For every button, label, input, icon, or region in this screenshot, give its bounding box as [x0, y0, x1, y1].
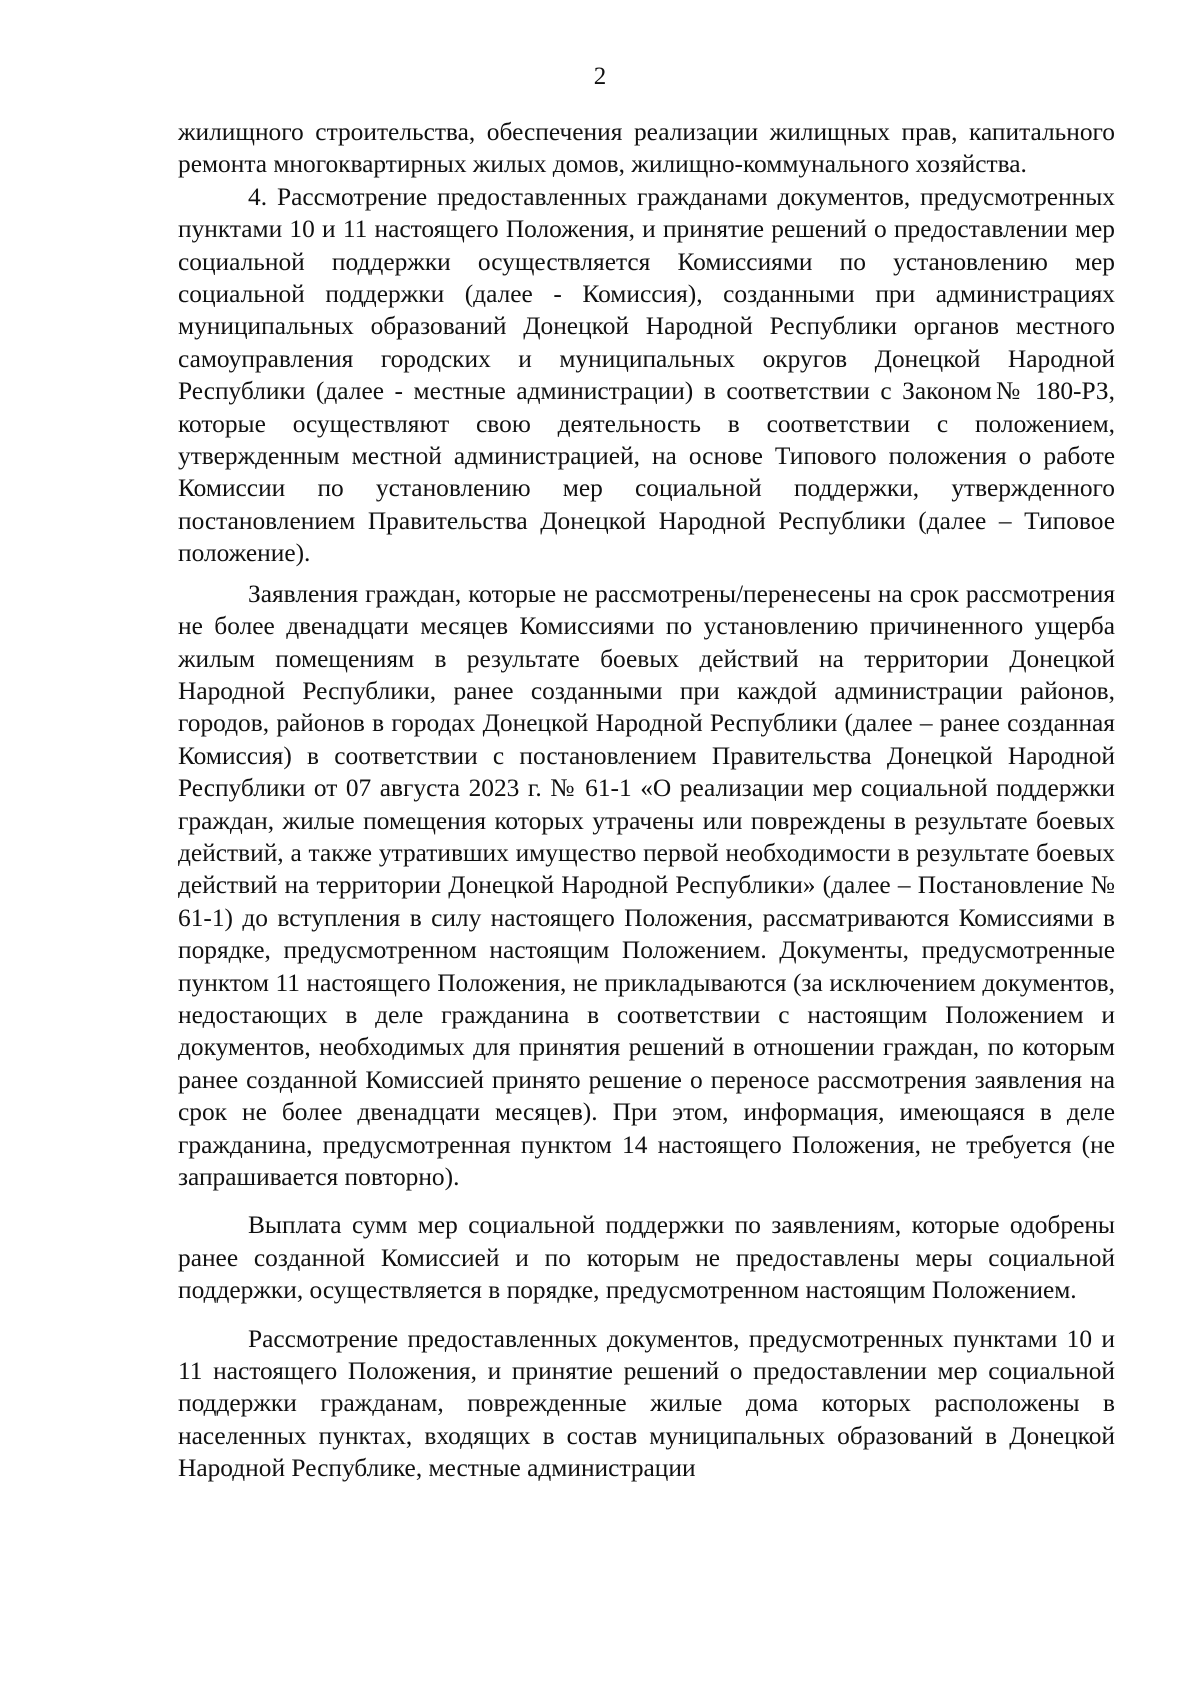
paragraph-review: Рассмотрение предоставленных документов, предусмотренных пунктами 10 и 11 настоящего Положения, и принятие решений о предоставлении мер социальной поддержки гражданам, поврежденные жилые дома которых расположены в населенных пунктах, входящих в состав муниципальных образований в Донецкой Народной Республике, местные администрации: [178, 1324, 1115, 1483]
paragraph-payments: Выплата сумм мер социальной поддержки по заявлениям, которые одобрены ранее созданной Комиссией и по которым не предоставлены меры социальной поддержки, осуществляется в порядке, предусмотренном настоящим Положением.: [178, 1211, 1115, 1305]
paragraph-continuation: жилищного строительства, обеспечения реализации жилищных прав, капитального ремонта многоквартирных жилых домов, жилищно-коммунального хозяйства.: [178, 118, 1115, 179]
page-number: 2: [593, 63, 607, 90]
paragraph-applications: Заявления граждан, которые не рассмотрены/перенесены на срок рассмотрения не более двенадцати месяцев Комиссиями по установлению причиненного ущерба жилым помещениям в результате боевых действий на территории Донецкой Народной Республики, ранее созданными при каждой администрации районов, городов, районов в городах Донецкой Народной Республики (далее – ранее созданная Комиссия) в соответствии с постановлением Правительства Донецкой Народной Республики от 07 августа 2023 г. № 61-1 «О реализации мер социальной поддержки граждан, жилые помещения которых утрачены или повреждены в результате боевых действий, а также утративших имущество первой необходимости в результате боевых действий на территории Донецкой Народной Республики» (далее – Постановление № 61-1) до вступления в силу настоящего Положения, рассматриваются Комиссиями в порядке, предусмотренном настоящим Положением. Документы, предусмотренные пунктом 11 настоящего Положения, не прикладываются (за исключением документов, недостающих в деле гражданина в соответствии с настоящим Положением и документов, необходимых для принятия решений в отношении граждан, по которым ранее созданной Комиссией принято решение о переносе рассмотрения заявления на срок не более двенадцати месяцев). При этом, информация, имеющаяся в деле гражданина, предусмотренная пунктом 14 настоящего Положения, не требуется (не запрашивается повторно).: [178, 579, 1115, 1191]
paragraph-item-4: 4. Рассмотрение предоставленных гражданами документов, предусмотренных пунктами 10 и 11 настоящего Положения, и принятие решений о предоставлении мер социальной поддержки осуществляется Комиссиями по установлению мер социальной поддержки (далее - Комиссия), созданными при администрациях муниципальных образований Донецкой Народной Республики органов местного самоуправления городских и муниципальных округов Донецкой Народной Республики (далее - местные администрации) в соответствии с Законом№ 180-РЗ, которые осуществляют свою деятельность в соответствии с положением, утвержденным местной администрацией, на основе Типового положения о работе Комиссии по установлению мер социальной поддержки, утвержденного постановлением Правительства Донецкой Народной Республики (далее – Типовое положение).: [178, 182, 1115, 568]
document-body: [178, 116, 1115, 1485]
